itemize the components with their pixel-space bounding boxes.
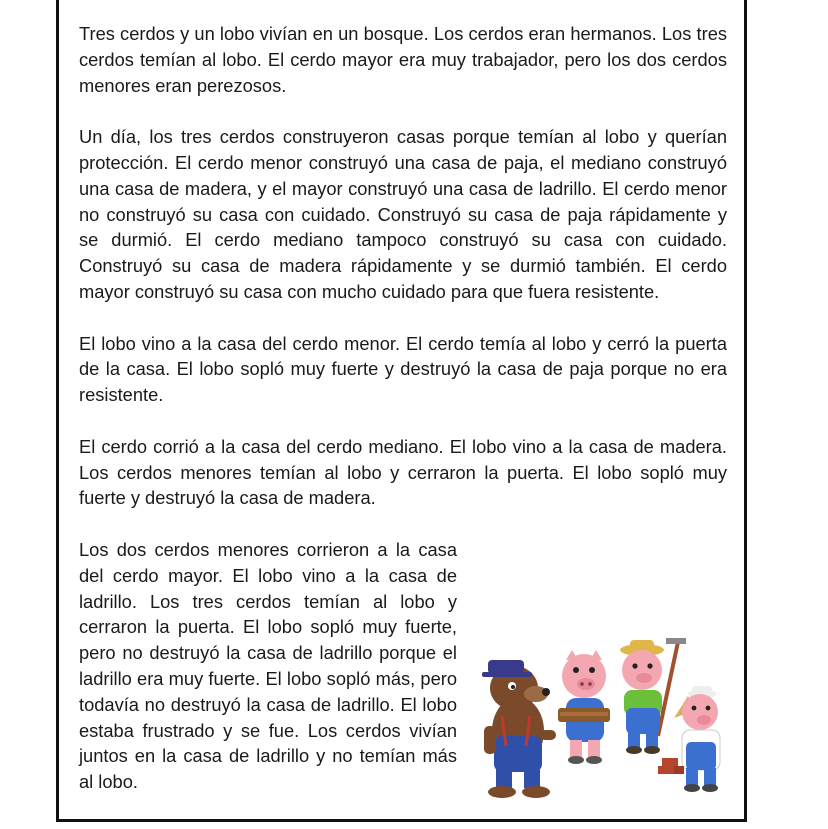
paragraph-1: Tres cerdos y un lobo vivían en un bosque. Los cerdos eran hermanos. Los tres cerdos temían al lobo. El cerdo mayor era muy trabajador, pero los dos cerdos menores eran perezosos.: [79, 23, 727, 96]
paragraph-5: Los dos cerdos menores corrieron a la casa del cerdo mayor. El lobo vino a la casa de ladrillo. Los tres cerdos temían al lobo y cerraron la puerta. El lobo sopló muy fuerte, pero no destruyó la casa de ladrillo porque el ladrillo era muy fuerte. El lobo sopló más, pero todavía no destruyó la casa de ladrillo. El lobo estaba frustrado y se fue. Los cerdos vivían juntos en la casa de ladrillo y no temían más al lobo.: [79, 538, 457, 793]
pig-middle-figure: [558, 650, 610, 764]
pig-farmer-figure: [620, 638, 686, 754]
wolf-figure: [482, 660, 556, 798]
paragraph-2: Un día, los tres cerdos construyeron casas porque temían al lobo y querían protección. El cerdo menor construyó una casa de paja, el mediano construyó una casa de madera, y el mayor construyó una casa de ladrillo. El cerdo menor no construyó su casa con cuidado. Construyó su casa de paja rápidamente y se durmió. El cerdo mediano tampoco construyó su casa con cuidado. Construyó su casa de madera rápidamente y se durmió también. El cerdo mayor construyó su casa con mucho cuidado para que fuera resistente.: [79, 126, 727, 302]
paragraph-4: El cerdo corrió a la casa del cerdo mediano. El lobo vino a la casa de madera. Los cerdos menores temían al lobo y cerraron la puerta. El lobo sopló muy fuerte y destruyó la casa de madera.: [79, 435, 727, 509]
paragraph-3: El lobo vino a la casa del cerdo menor. El cerdo temía al lobo y cerró la puerta de la casa. El lobo sopló muy fuerte y destruyó la casa de paja porque no era resistente.: [79, 332, 727, 406]
three-pigs-and-wolf-illustration: [466, 636, 728, 800]
